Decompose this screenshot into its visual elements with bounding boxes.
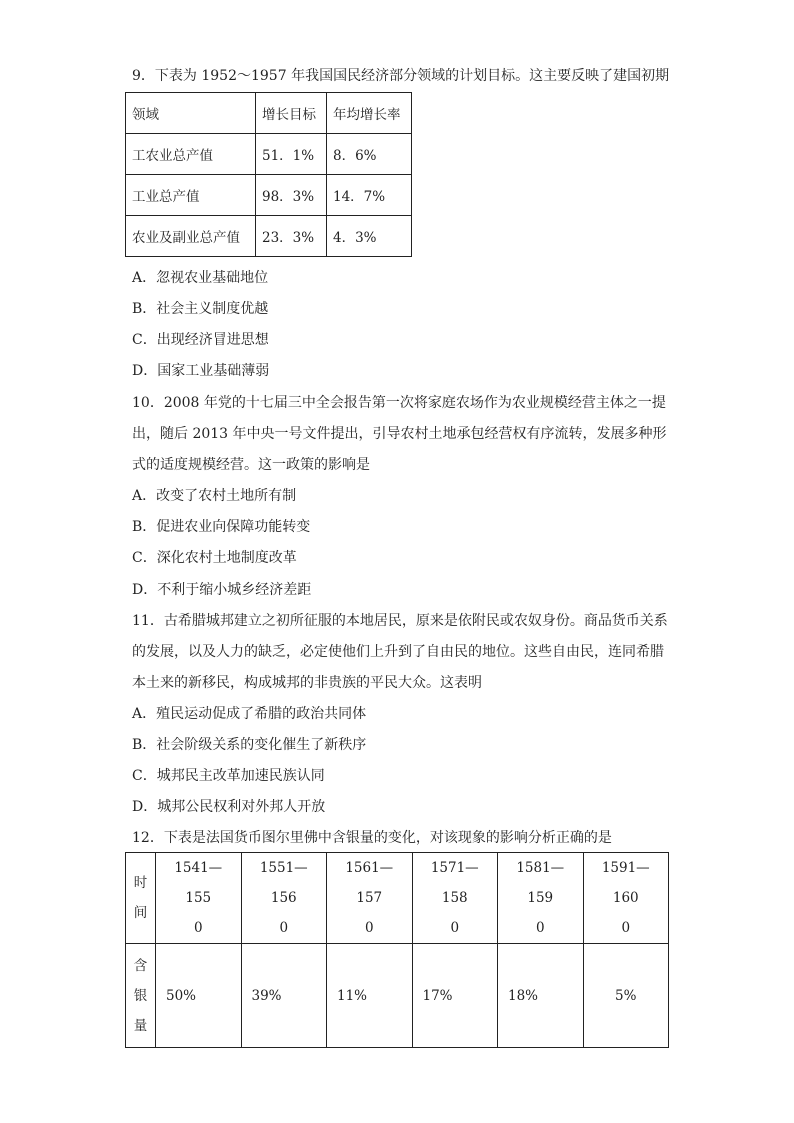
q12-stem: 12．下表是法国货币图尔里佛中含银量的变化，对该现象的影响分析正确的是: [132, 830, 612, 846]
table-row: [126, 216, 412, 257]
period-cell: 1551—156 0: [241, 853, 327, 944]
q11-option-d[interactable]: D．城邦公民权利对外邦人开放: [132, 799, 326, 815]
period-cell: 1541—155 0: [156, 853, 242, 944]
table-header: 领域: [126, 93, 256, 134]
q11-stem-line: 的发展，以及人力的缺乏，必定使他们上升到了自由民的地位。这些自由民，连同希腊: [132, 644, 664, 660]
table-cell: 8．6%: [327, 134, 412, 175]
period-cell: 1581—159 0: [498, 853, 584, 944]
q10-stem-line: 出，随后 2013 年中央一号文件提出，引导农村土地承包经营权有序流转，发展多种形: [132, 426, 667, 442]
q11-stem-line: 本土来的新移民，构成城邦的非贵族的平民大众。这表明: [132, 675, 482, 691]
table-cell: 23．3%: [256, 216, 327, 257]
table-cell: 农业及副业总产值: [126, 216, 256, 257]
table-cell: 14．7%: [327, 175, 412, 216]
table-row: [126, 944, 669, 1048]
q10-stem-line: 式的适度规模经营。这一政策的影响是: [132, 457, 370, 473]
q9-option-b[interactable]: B．社会主义制度优越: [132, 301, 269, 317]
q10-option-c[interactable]: C．深化农村土地制度改革: [132, 550, 297, 566]
table-row: [126, 175, 412, 216]
table-cell: 工业总产值: [126, 175, 256, 216]
table-row: [126, 134, 412, 175]
q9-option-a[interactable]: A．忽视农业基础地位: [132, 270, 269, 286]
q9-option-c[interactable]: C．出现经济冒进思想: [132, 332, 269, 348]
silver-cell: 17%: [412, 944, 498, 1048]
q10-option-d[interactable]: D．不利于缩小城乡经济差距: [132, 582, 312, 598]
q9-option-d[interactable]: D．国家工业基础薄弱: [132, 363, 270, 379]
period-cell: 1561—157 0: [327, 853, 413, 944]
table-cell: 98．3%: [256, 175, 327, 216]
q9-stem: 9．下表为 1952～1957 年我国国民经济部分领域的计划目标。这主要反映了建国初期: [132, 68, 670, 84]
table-header-row: [126, 93, 412, 134]
silver-cell: 50%: [156, 944, 242, 1048]
silver-cell: 18%: [498, 944, 584, 1048]
table-cell: 4．3%: [327, 216, 412, 257]
row-label-silver: 含 银 量: [126, 944, 156, 1048]
q10-stem-line: 10．2008 年党的十七届三中全会报告第一次将家庭农场作为农业规模经营主体之一提: [132, 395, 666, 411]
period-cell: 1591—160 0: [583, 853, 669, 944]
q10-option-b[interactable]: B．促进农业向保障功能转变: [132, 519, 311, 535]
table-cell: 工农业总产值: [126, 134, 256, 175]
q10-option-a[interactable]: A．改变了农村土地所有制: [132, 488, 297, 504]
q11-option-b[interactable]: B．社会阶级关系的变化催生了新秩序: [132, 737, 367, 753]
q11-option-a[interactable]: A．殖民运动促成了希腊的政治共同体: [132, 706, 367, 722]
q11-stem-line: 11．古希腊城邦建立之初所征服的本地居民，原来是依附民或农奴身份。商品货币关系: [132, 613, 668, 629]
table-header: 增长目标: [256, 93, 327, 134]
silver-cell: 5%: [583, 944, 669, 1048]
q9-table: [125, 92, 412, 257]
row-label-time: 时 间: [126, 853, 156, 944]
period-cell: 1571—158 0: [412, 853, 498, 944]
table-cell: 51．1%: [256, 134, 327, 175]
table-row: [126, 853, 669, 944]
silver-cell: 11%: [327, 944, 413, 1048]
q12-table: [125, 852, 669, 1048]
table-header: 年均增长率: [327, 93, 412, 134]
q11-option-c[interactable]: C．城邦民主改革加速民族认同: [132, 768, 325, 784]
silver-cell: 39%: [241, 944, 327, 1048]
